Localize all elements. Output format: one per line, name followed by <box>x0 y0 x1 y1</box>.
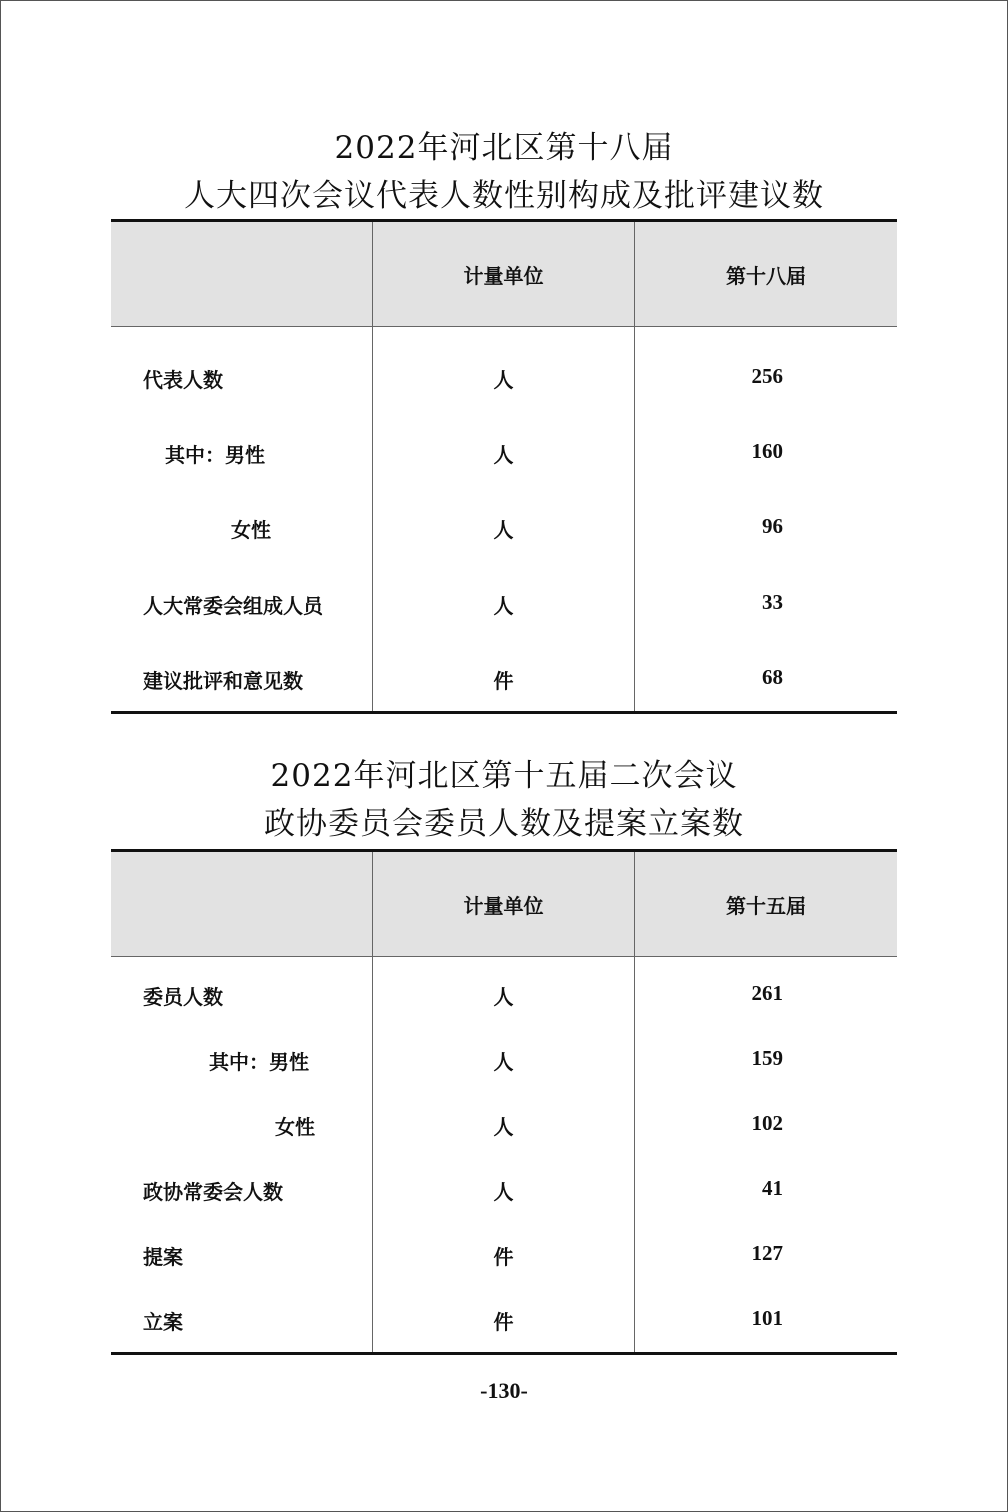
row-value: 160 <box>751 439 783 463</box>
table-row <box>111 665 897 711</box>
row-unit: 人 <box>373 514 635 590</box>
row-value: 127 <box>751 1241 783 1265</box>
table1-header-value: 第十八届 <box>726 263 806 288</box>
table2-header-value: 第十五届 <box>726 893 806 918</box>
table-row <box>111 1306 897 1352</box>
table1-title-line2: 人大四次会议代表人数性别构成及批评建议数 <box>184 178 824 214</box>
table-row <box>111 364 897 439</box>
row-value: 159 <box>751 1046 783 1070</box>
row-unit: 件 <box>373 1241 635 1306</box>
table1-header-unit: 计量单位 <box>373 222 635 326</box>
table1-spacer <box>111 327 897 364</box>
row-unit: 件 <box>373 665 635 711</box>
table-row <box>111 1046 897 1111</box>
row-value: 33 <box>762 590 783 614</box>
table-row <box>111 1111 897 1176</box>
row-label: 委员人数 <box>111 981 373 1046</box>
table2-header-unit: 计量单位 <box>373 852 635 956</box>
table-row <box>111 1176 897 1241</box>
table2-header-row <box>111 852 897 957</box>
row-label: 提案 <box>111 1241 373 1306</box>
row-label: 立案 <box>111 1306 373 1352</box>
row-label: 女性 <box>111 514 373 590</box>
row-label: 其中：男性 <box>111 1046 373 1111</box>
row-unit: 件 <box>373 1306 635 1352</box>
row-unit: 人 <box>373 1111 635 1176</box>
table-row <box>111 439 897 514</box>
row-unit: 人 <box>373 1046 635 1111</box>
row-value: 256 <box>751 364 783 388</box>
row-value: 101 <box>751 1306 783 1330</box>
row-label: 其中：男性 <box>111 439 373 514</box>
table1-bottom-rule <box>111 711 897 714</box>
table2-title <box>0 754 1008 846</box>
row-unit: 人 <box>373 1176 635 1241</box>
table1-header-blank <box>111 222 373 326</box>
page-number: -130- <box>480 1378 528 1403</box>
row-label: 政协常委会人数 <box>111 1176 373 1241</box>
row-label: 人大常委会组成人员 <box>111 590 373 665</box>
table2-title-line2: 政协委员会委员人数及提案立案数 <box>264 806 744 842</box>
table-row <box>111 590 897 665</box>
row-unit: 人 <box>373 590 635 665</box>
row-value: 68 <box>762 665 783 689</box>
row-value: 41 <box>762 1176 783 1200</box>
row-unit: 人 <box>373 981 635 1046</box>
table1-title <box>0 126 1008 218</box>
table2 <box>111 849 897 1355</box>
table-row <box>111 981 897 1046</box>
row-label: 女性 <box>111 1111 373 1176</box>
row-value: 96 <box>762 514 783 538</box>
table1 <box>111 219 897 714</box>
table2-spacer <box>111 957 897 981</box>
table-row <box>111 1241 897 1306</box>
row-value: 102 <box>751 1111 783 1135</box>
row-unit: 人 <box>373 364 635 439</box>
table2-title-line1: 2022年河北区第十五届二次会议 <box>270 758 738 794</box>
row-value: 261 <box>751 981 783 1005</box>
table-row <box>111 514 897 590</box>
row-unit: 人 <box>373 439 635 514</box>
table1-header-row <box>111 222 897 327</box>
table2-bottom-rule <box>111 1352 897 1355</box>
table2-header-blank <box>111 852 373 956</box>
row-label: 建议批评和意见数 <box>111 665 373 711</box>
row-label: 代表人数 <box>111 364 373 439</box>
table1-title-line1: 2022年河北区第十八届 <box>334 130 674 166</box>
